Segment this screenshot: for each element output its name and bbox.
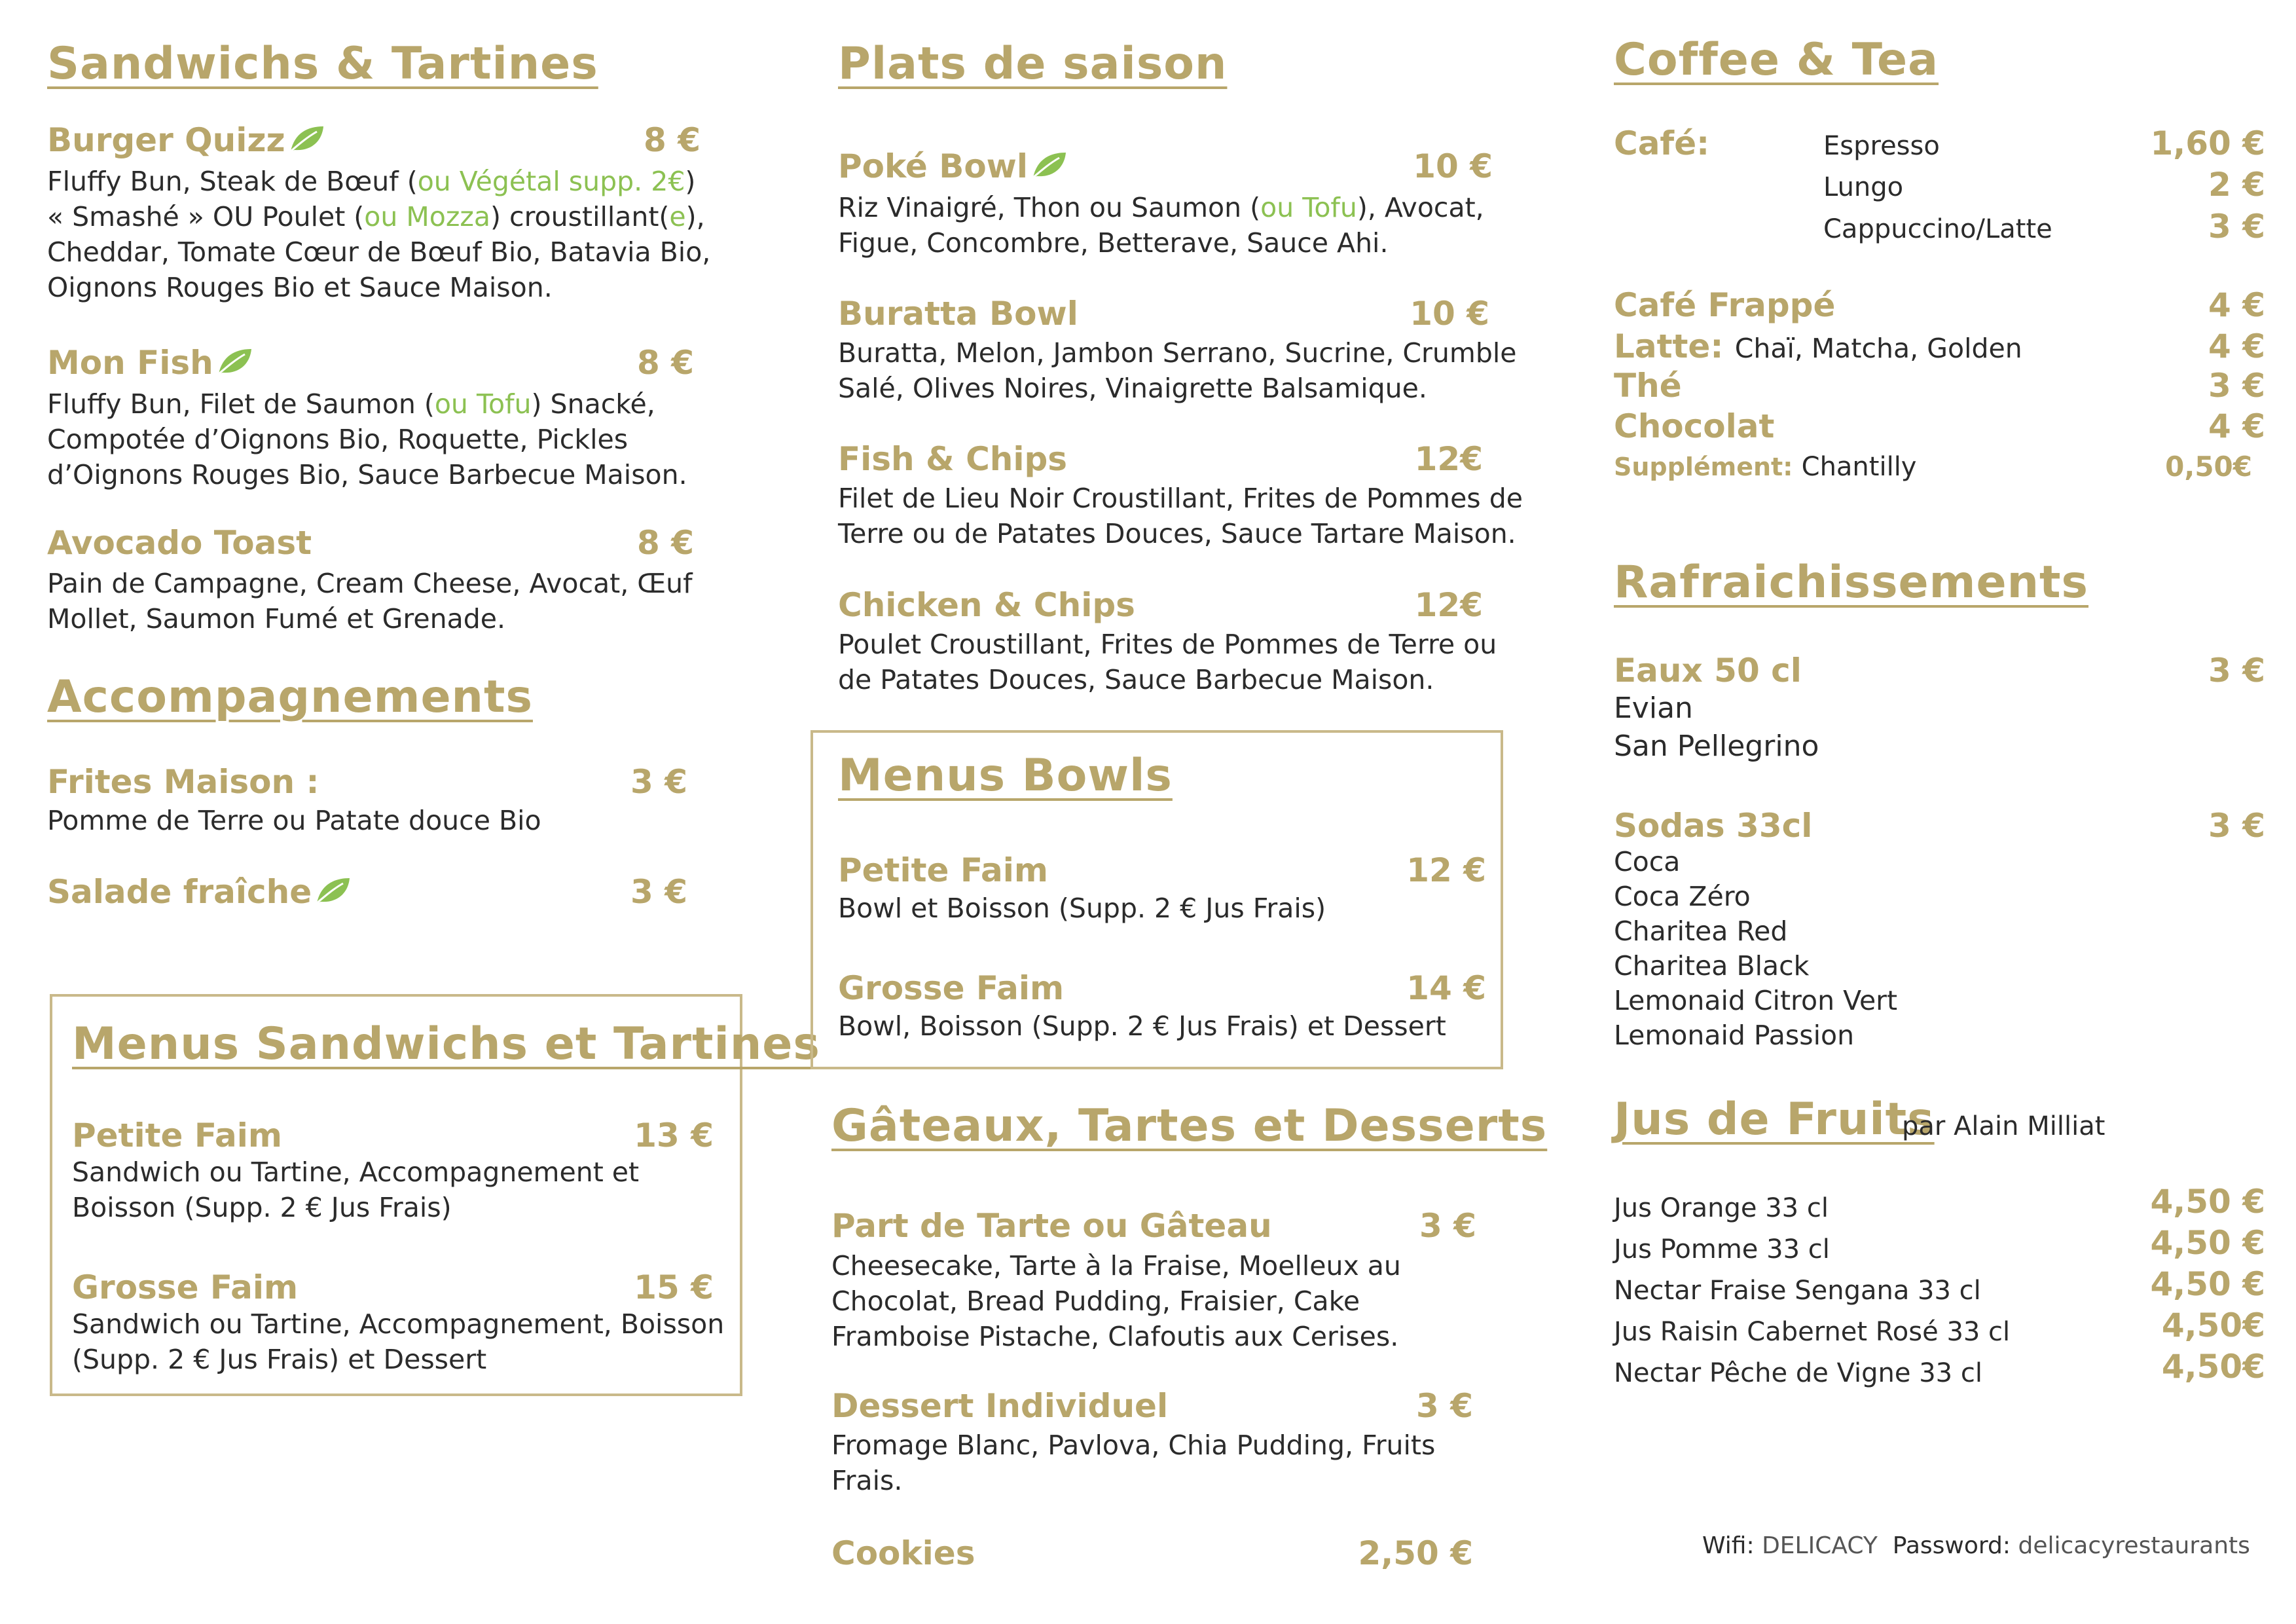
- item-price: 10 €: [1413, 147, 1493, 185]
- item-price: 4,50€: [2161, 1348, 2265, 1386]
- item-description: Riz Vinaigré, Thon ou Saumon (ou Tofu), Avocat, Figue, Concombre, Betterave, Sauce Ahi.: [838, 192, 1484, 259]
- item-price: 10 €: [1410, 295, 1489, 333]
- item-description: Cheesecake, Tarte à la Fraise, Moelleux au Chocolat, Bread Pudding, Fraisier, Cake Framboise Pistache, Clafoutis aux Cerises.: [831, 1250, 1401, 1352]
- jus-item: Nectar Fraise Sengana 33 cl: [1614, 1276, 1981, 1306]
- item-description: Evian San Pellegrino: [1614, 692, 1819, 763]
- item-description: Pain de Campagne, Cream Cheese, Avocat, Œuf Mollet, Saumon Fumé et Grenade.: [47, 568, 693, 635]
- leaf-icon: [288, 124, 325, 154]
- leaf-icon: [1030, 150, 1067, 180]
- item-lungo: Lungo: [1823, 172, 1904, 202]
- item-description: Sandwich ou Tartine, Accompagnement et Boisson (Supp. 2 € Jus Frais): [72, 1156, 640, 1223]
- item-espresso: Espresso: [1823, 131, 1940, 161]
- jus-item: Jus Pomme 33 cl: [1614, 1234, 1830, 1264]
- item-price: 3 €: [2208, 367, 2265, 405]
- jus-by: par Alain Milliat: [1902, 1111, 2105, 1141]
- item-description: Bowl, Boisson (Supp. 2 € Jus Frais) et Dessert: [838, 1010, 1446, 1042]
- item-salade-fraiche: [47, 873, 351, 911]
- item-name: Burger Quizz: [47, 121, 285, 159]
- item-description: Chaï, Matcha, Golden: [1734, 333, 2022, 364]
- wifi-value: DELICACY: [1762, 1532, 1878, 1559]
- item-price: 8 €: [637, 344, 694, 382]
- item-price: 4,50 €: [2150, 1265, 2265, 1303]
- item-price: 12€: [1414, 586, 1483, 624]
- item-frites-maison: Frites Maison :: [47, 763, 319, 801]
- item-fish-chips: Fish & Chips: [838, 440, 1068, 478]
- item-description: Fromage Blanc, Pavlova, Chia Pudding, Fruits Frais.: [831, 1430, 1436, 1496]
- item-name: Supplément:: [1614, 452, 1793, 481]
- item-part-de-tarte: Part de Tarte ou Gâteau: [831, 1207, 1272, 1245]
- item-the: Thé: [1614, 367, 1682, 405]
- item-price: 2 €: [2208, 166, 2265, 204]
- section-title-gateaux: Gâteaux, Tartes et Desserts: [831, 1100, 1548, 1152]
- section-title-sandwichs: Sandwichs & Tartines: [47, 38, 598, 90]
- item-price: 4,50 €: [2150, 1183, 2265, 1221]
- section-title-menus-bowls: Menus Bowls: [838, 750, 1173, 802]
- item-description: Sandwich ou Tartine, Accompagnement, Boisson (Supp. 2 € Jus Frais) et Dessert: [72, 1308, 725, 1375]
- item-price: 4 €: [2208, 327, 2265, 365]
- item-price: 3 €: [1416, 1387, 1473, 1425]
- item-bowl-petite-faim: Petite Faim: [838, 851, 1049, 889]
- item-name: Mon Fish: [47, 344, 213, 382]
- item-cappuccino: Cappuccino/Latte: [1823, 214, 2052, 244]
- item-name: Latte:: [1614, 327, 1724, 365]
- item-price: 3 €: [2208, 208, 2265, 246]
- item-description: Poulet Croustillant, Frites de Pommes de Terre ou de Patates Douces, Sauce Barbecue Maison.: [838, 629, 1497, 695]
- item-price: 4,50 €: [2150, 1224, 2265, 1262]
- item-description: Buratta, Melon, Jambon Serrano, Sucrine, Crumble Salé, Olives Noires, Vinaigrette Balsamique.: [838, 337, 1517, 404]
- section-title-jus-de-fruits: Jus de Fruits: [1614, 1094, 1935, 1145]
- item-eaux: Eaux 50 cl: [1614, 652, 1802, 690]
- item-mon-fish: [47, 344, 253, 382]
- item-dessert-individuel: Dessert Individuel: [831, 1387, 1169, 1425]
- item-price: 14 €: [1406, 969, 1486, 1007]
- item-price: 13 €: [634, 1116, 714, 1154]
- item-price: 12€: [1414, 440, 1483, 478]
- item-latte: [1614, 327, 2022, 365]
- item-buratta-bowl: Buratta Bowl: [838, 295, 1078, 333]
- item-sodas: Sodas 33cl: [1614, 807, 1813, 845]
- item-price: 15 €: [634, 1268, 714, 1306]
- item-name: Poké Bowl: [838, 147, 1029, 185]
- item-name: Salade fraîche: [47, 873, 312, 911]
- jus-item: Jus Raisin Cabernet Rosé 33 cl: [1614, 1317, 2011, 1347]
- item-price: 3 €: [2208, 807, 2265, 845]
- section-title-accompagnements: Accompagnements: [47, 671, 533, 723]
- item-price: 3 €: [630, 763, 687, 801]
- password-label: Password:: [1892, 1532, 2011, 1559]
- item-cafe-frappe: Café Frappé: [1614, 286, 1836, 324]
- password-value: delicacyrestaurants: [2018, 1532, 2250, 1559]
- item-price: 1,60 €: [2150, 124, 2265, 162]
- item-avocado-toast: Avocado Toast: [47, 524, 312, 562]
- jus-item: Nectar Pêche de Vigne 33 cl: [1614, 1358, 1982, 1388]
- wifi-info: [1702, 1532, 2250, 1559]
- item-description: Chantilly: [1801, 452, 1917, 482]
- item-price: 8 €: [644, 121, 701, 159]
- section-title-plats: Plats de saison: [838, 38, 1228, 90]
- item-description: Bowl et Boisson (Supp. 2 € Jus Frais): [838, 893, 1326, 924]
- item-price: 8 €: [637, 524, 694, 562]
- section-title-coffee-tea: Coffee & Tea: [1614, 34, 1939, 86]
- item-description: Coca Coca Zéro Charitea Red Charitea Black Lemonaid Citron Vert Lemonaid Passion: [1614, 846, 1898, 1051]
- cafe-label: Café:: [1614, 124, 1710, 162]
- item-description: Pomme de Terre ou Patate douce Bio: [47, 805, 541, 836]
- item-price: 3 €: [2208, 652, 2265, 690]
- jus-item: Jus Orange 33 cl: [1614, 1193, 1829, 1223]
- item-price: 4,50€: [2161, 1306, 2265, 1344]
- item-poke-bowl: [838, 147, 1067, 185]
- item-price: 3 €: [1419, 1207, 1476, 1245]
- item-supplement: [1614, 452, 1916, 482]
- item-chocolat: Chocolat: [1614, 407, 1775, 445]
- item-burger-quizz: [47, 121, 325, 159]
- leaf-icon: [314, 876, 351, 906]
- item-price: 4 €: [2208, 407, 2265, 445]
- section-title-rafraichissements: Rafraichissements: [1614, 557, 2089, 608]
- item-price: 2,50 €: [1358, 1534, 1473, 1572]
- item-price: 4 €: [2208, 286, 2265, 324]
- item-cookies: Cookies: [831, 1534, 975, 1572]
- item-bowl-grosse-faim: Grosse Faim: [838, 969, 1065, 1007]
- section-title-menus-sandwichs: Menus Sandwichs et Tartines: [72, 1018, 820, 1070]
- item-price: 12 €: [1406, 851, 1486, 889]
- item-chicken-chips: Chicken & Chips: [838, 586, 1135, 624]
- item-description: Fluffy Bun, Steak de Bœuf (ou Végétal supp. 2€) « Smashé » OU Poulet (ou Mozza) croustillant(e), Cheddar, Tomate Cœur de Bœuf Bio, Batavia Bio, Oignons Rouges Bio et Sauce Maison.: [47, 166, 711, 303]
- leaf-icon: [216, 346, 253, 377]
- item-description: Fluffy Bun, Filet de Saumon (ou Tofu) Snacké, Compotée d’Oignons Bio, Roquette, Pickles d’Oignons Rouges Bio, Sauce Barbecue Maison.: [47, 388, 687, 490]
- item-petite-faim: Petite Faim: [72, 1116, 283, 1154]
- item-grosse-faim: Grosse Faim: [72, 1268, 299, 1306]
- item-price: 0,50€: [2165, 451, 2252, 483]
- wifi-label: Wifi:: [1702, 1532, 1755, 1559]
- item-price: 3 €: [630, 873, 687, 911]
- item-description: Filet de Lieu Noir Croustillant, Frites de Pommes de Terre ou de Patates Douces, Sauce Tartare Maison.: [838, 483, 1523, 549]
